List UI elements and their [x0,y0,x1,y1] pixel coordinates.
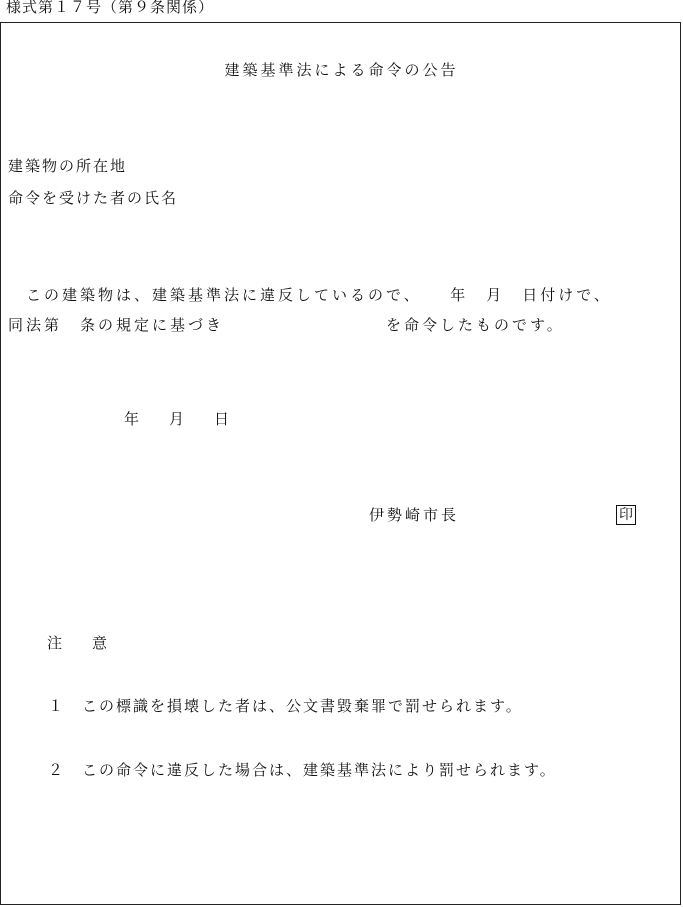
building-location-label: 建築物の所在地 [8,157,128,175]
body-text-line-2: 同法第 条の規定に基づき を命令したものです。 [8,316,565,334]
notes-heading: 注 意 [47,634,108,652]
body-text-line-1: この建築物は、建築基準法に違反しているので、 年 月 日付けで、 [8,286,612,304]
issue-date-line: 年 月 日 [124,410,230,428]
form-number: 様式第１７号（第９条関係） [6,0,215,16]
document-title: 建築基準法による命令の公告 [224,61,459,79]
addressee-name-label: 命令を受けた者の氏名 [8,189,179,207]
issuer-title: 伊勢崎市長 [369,506,460,524]
seal-box: 印 [616,505,636,525]
note-item-1: １ この標識を損壊した者は、公文書毀棄罪で罰せられます。 [48,697,523,715]
note-item-2: ２ この命令に違反した場合は、建築基準法により罰せられます。 [48,761,557,779]
